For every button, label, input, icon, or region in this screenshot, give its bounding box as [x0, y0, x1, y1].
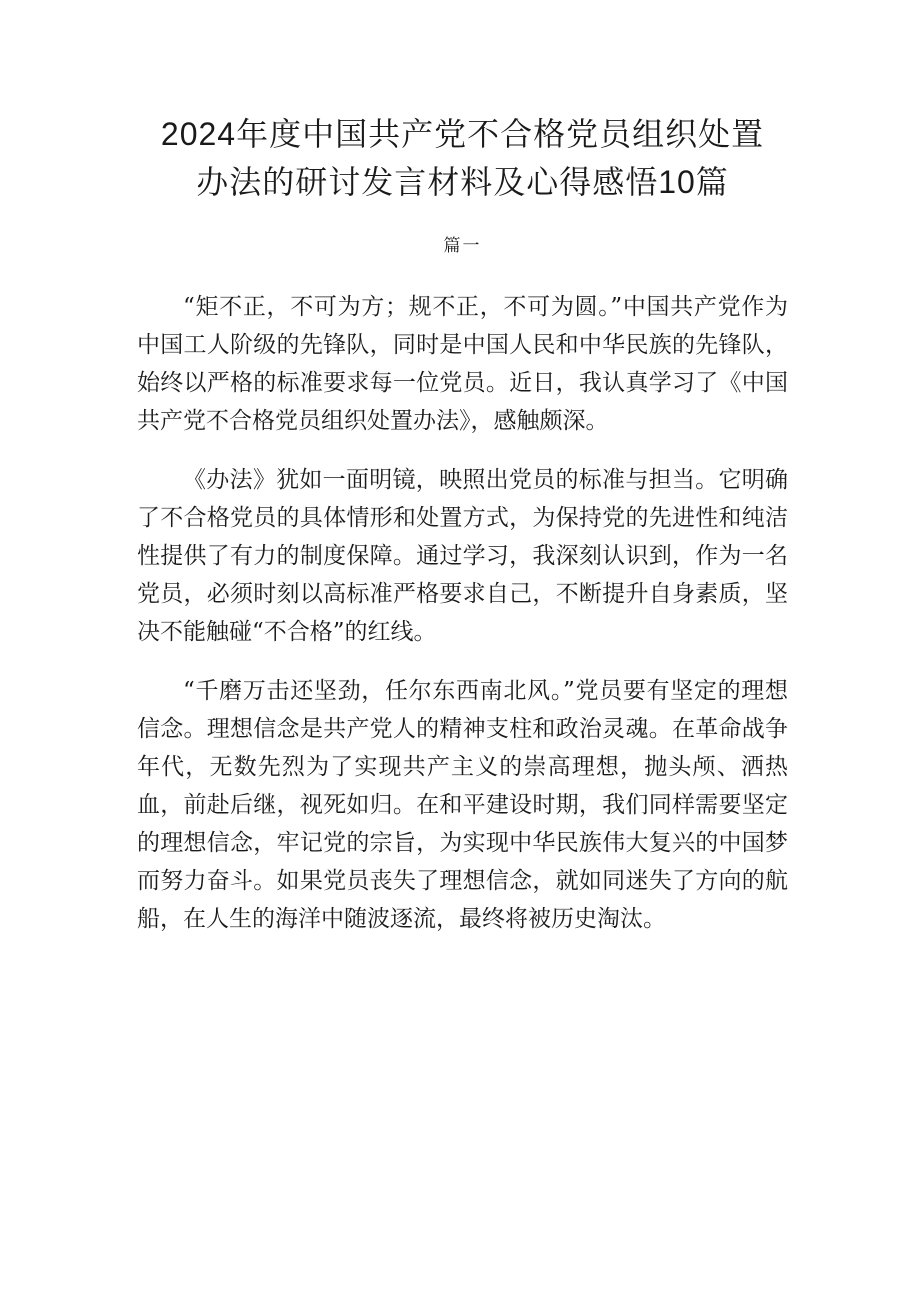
document-title-line-1: 2024年度中国共产党不合格党员组织处置 — [160, 116, 765, 152]
paragraph-1: “矩不正，不可为方；规不正，不可为圆。”中国共产党作为中国工人阶级的先锋队，同时是中国人民和中华民族的先锋队，始终以严格的标准要求每一位党员。近日，我认真学习了《中国共产党不合格党员组织处置办法》，感触颇深。 — [137, 294, 788, 434]
paragraph-3: “千磨万击还坚劲，任尔东西南北风。”党员要有坚定的理想信念。理想信念是共产党人的精神支柱和政治灵魂。在革命战争年代，无数先烈为了实现共产主义的崇高理想，抛头颅、洒热血，前赴后继，视死如归。在和平建设时期，我们同样需要坚定的理想信念，牢记党的宗旨，为实现中华民族伟大复兴的中国梦而努力奋斗。如果党员丧失了理想信念，就如同迷失了方向的航船，在人生的海洋中随波逐流，最终将被历史淘汰。 — [137, 678, 788, 932]
section-heading: 篇一 — [443, 236, 482, 256]
document-title-line-2: 办法的研讨发言材料及心得感悟10篇 — [196, 164, 729, 200]
document-title — [137, 110, 788, 206]
document-body — [137, 288, 788, 938]
paragraph-2: 《办法》犹如一面明镜，映照出党员的标准与担当。它明确了不合格党员的具体情形和处置方式，为保持党的先进性和纯洁性提供了有力的制度保障。通过学习，我深刻认识到，作为一名党员，必须时刻以高标准严格要求自己，不断提升自身素质，坚决不能触碰“不合格”的红线。 — [137, 467, 788, 645]
